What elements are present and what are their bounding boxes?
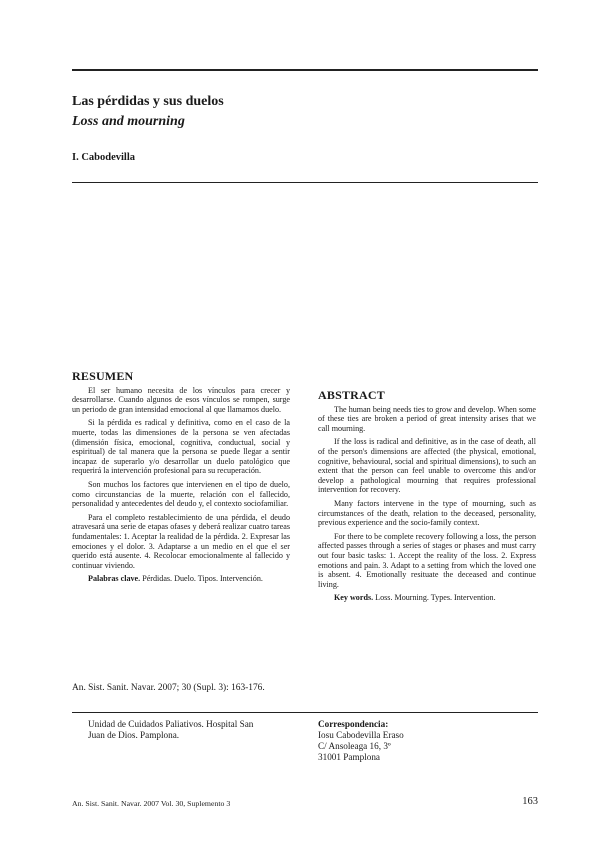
citation: An. Sist. Sanit. Navar. 2007; 30 (Supl. 3): 163-176.: [72, 683, 265, 693]
affiliation: [88, 719, 298, 741]
resumen-paragraph: Si la pérdida es radical y definitiva, como en el caso de la muerte, todas las dimensiones de la persona se ven afectadas (dimensión física, emocional, cognitiva, conductual, social y espiritual) de tal manera que la persona se puede llegar a sentir incapaz de superarlo y/o desarrollar un duelo patológico que requerirá la intervención profesional para su recuperación.: [72, 418, 290, 476]
resumen-keywords-label: Palabras clave.: [88, 574, 141, 584]
abstract-heading: ABSTRACT: [318, 388, 385, 402]
affiliation-line: Juan de Dios. Pamplona.: [88, 730, 180, 740]
top-rule: [72, 69, 538, 71]
resumen-paragraph: El ser humano necesita de los vínculos para crecer y desarrollarse. Cuando algunos de esos vínculos se rompen, surge un periodo de gran intensidad emocional al que llamamos duelo.: [72, 385, 290, 414]
resumen-paragraph: Para el completo restablecimiento de una pérdida, el deudo atravesará una serie de etapas ofases y deberá realizar cuatro tareas fundamentales: 1. Aceptar la realidad de la pérdida. 2. Expresar las emociones y el dolor. 3. Adaptarse a un medio en el que el ser querido está ausente. 4. Recolocar emocionalmente al fallecido y continuar viviendo.: [72, 512, 290, 570]
abstract-paragraph: For there to be complete recovery following a loss, the person affected passes through a series of stages or phases and must carry out four basic tasks: 1. Accept the reality of the loss. 2. Express emotions and pain. 3. Adapt to a setting from which the loved one is absent. 4. Emotionally resituate the deceased and continue living.: [318, 531, 536, 589]
resumen-heading: RESUMEN: [72, 369, 134, 383]
abstract-paragraph: The human being needs ties to grow and develop. When some of these ties are broken a period of great intensity arises that we call mourning.: [318, 404, 536, 433]
correspondence-name: Iosu Cabodevilla Eraso: [318, 730, 404, 740]
page-number: 163: [522, 796, 538, 807]
resumen-paragraph: Son muchos los factores que intervienen en el tipo de duelo, como circunstancias de la muerte, relación con el fallecido, personalidad y antecedentes del deudo y, el contexto sociofamiliar.: [72, 479, 290, 509]
title-spanish: Las pérdidas y sus duelos: [72, 94, 224, 109]
abstract-keywords-text: Loss. Mourning. Types. Intervention.: [375, 593, 496, 603]
affiliation-line: Unidad de Cuidados Paliativos. Hospital San: [88, 719, 254, 729]
abstract-paragraph: If the loss is radical and definitive, as in the case of death, all of the person's dimensions are affected (the physical, emotional, cognitive, behavioural, social and spiritual dimensions), to such an extent that the person can feel unable to overcome this and/or develop a pathological mourning that requires professional intervention for recovery.: [318, 437, 536, 495]
abstract-paragraph: Many factors intervene in the type of mourning, such as circumstances of the death, relation to the deceased, personality, previous experience and the socio-family context.: [318, 498, 536, 528]
title-english: Loss and mourning: [72, 114, 185, 129]
abstract-keywords-label: Key words.: [334, 593, 374, 603]
author: I. Cabodevilla: [72, 152, 136, 163]
abstract-column: [318, 388, 536, 607]
abstract-keywords: [318, 593, 536, 603]
resumen-keywords-text: Pérdidas. Duelo. Tipos. Intervención.: [142, 574, 263, 584]
footer-journal: An. Sist. Sanit. Navar. 2007 Vol. 30, Suplemento 3: [72, 799, 231, 808]
resumen-keywords: [72, 574, 290, 584]
correspondence: [318, 719, 538, 763]
correspondence-city: 31001 Pamplona: [318, 752, 381, 762]
footnote-rule: [72, 712, 538, 713]
resumen-column: [72, 369, 290, 588]
correspondence-title: Correspondencia:: [318, 719, 389, 729]
correspondence-street: C/ Ansoleaga 16, 3º: [318, 741, 391, 751]
header-rule: [72, 182, 538, 183]
